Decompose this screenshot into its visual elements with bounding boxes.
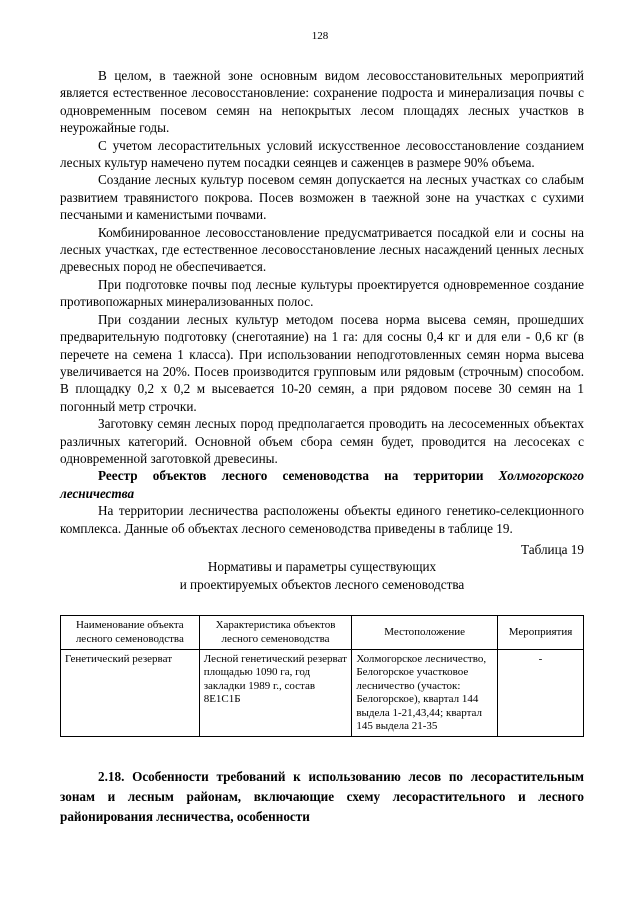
header-location: Местоположение (352, 616, 498, 650)
table-title-line-1: Нормативы и параметры существующих (207, 559, 437, 575)
table-header-row (61, 616, 584, 650)
registry-heading-subtitle: Холмогорского лесничества (60, 468, 584, 501)
paragraph-soil-preparation: При подготовке почвы под лесные культуры проектируется одновременное создание противопожарных минерализованных полос. (60, 276, 584, 310)
paragraph-seeding-rate: При создании лесных культур методом посева норма высева семян, прошедших предварительную подготовку (снеготаяние) на 1 га: для сосны 0,4 кг и для ели - 0,6 кг (в перечете на семена 1 класса). При использовании неподготовленных семян норма высева увеличивается на 20%. Посев производится групповым или рядовым (строчным) способом. В площадку 0,2 х 0,2 м высевается 10-20 семян, а при рядовом посеве 30 семян на 1 погонный метр строчки. (60, 311, 584, 414)
section-heading-2-18: 2.18. Особенности требований к использованию лесов по лесорастительным зонам и лесным районам, включающие схему лесорастительного и лесного районирования лесничества, особенности (60, 769, 584, 825)
cell-object-name: Генетический резерват (61, 650, 200, 737)
seed-objects-table (60, 615, 584, 737)
registry-heading (60, 467, 584, 502)
paragraph-seed-harvesting: Заготовку семян лесных пород предполагается проводить на лесосеменных объектах различных категорий. Основной объем сбора семян будет, проводится на лесосеках с одновременной заготовкой древесины. (60, 416, 584, 466)
table-row (61, 650, 584, 737)
cell-measures: - (498, 650, 584, 737)
table-label: Таблица 19 (521, 541, 584, 557)
page-content (60, 67, 584, 827)
paragraph-combined-regeneration: Комбинированное лесовосстановление предусматривается посадкой ели и сосны на лесных участках, где естественное лесовосстановление лесных насаждений ценных лесных древесных пород не обеспечивается. (60, 224, 584, 275)
paragraph-seed-sowing: Создание лесных культур посевом семян допускается на лесных участках со слабым развитием травянистого покрова. Посев возможен в таежной зоне на участках с сухими песчаными и каменистыми почвами. (60, 172, 584, 223)
paragraph-natural-regeneration: В целом, в таежной зоне основным видом лесовосстановительных мероприятий является естественное лесовосстановление: сохранение подроста и минерализация почвы с одновременным посевом семян на непокрытых лесом площадях лесных участков в неурожайные годы. (60, 68, 584, 136)
cell-object-characteristics: Лесной генетический резерват площадью 1090 га, год закладки 1989 г., состав 8Е1С1Б (199, 650, 352, 737)
paragraph-artificial-regeneration: С учетом лесорастительных условий искусственное лесовосстановление созданием лесных культур намечено путем посадки сеянцев и саженцев в размере 90% объема. (60, 137, 584, 171)
paragraph-registry: На территории лесничества расположены объекты единого генетико-селекционного комплекса. Данные об объектах лесного семеноводства приведены в таблице 19. (60, 503, 584, 536)
cell-location: Холмогорское лесничество, Белогорское участковое лесничество (участок: Белогорское), квартал 144 выдела 1-21,43,44; квартал 145 выдела 21-35 (352, 650, 498, 737)
registry-heading-title: Реестр объектов лесного семеноводства на территории (98, 468, 484, 484)
page-number: 128 (311, 30, 329, 42)
header-measures: Мероприятия (498, 616, 584, 650)
header-object-characteristics: Характеристика объектов лесного семеноводства (199, 616, 352, 650)
header-object-name: Наименование объекта лесного семеноводства (61, 616, 200, 650)
table-title-line-2: и проектируемых объектов лесного семеноводства (179, 576, 465, 592)
